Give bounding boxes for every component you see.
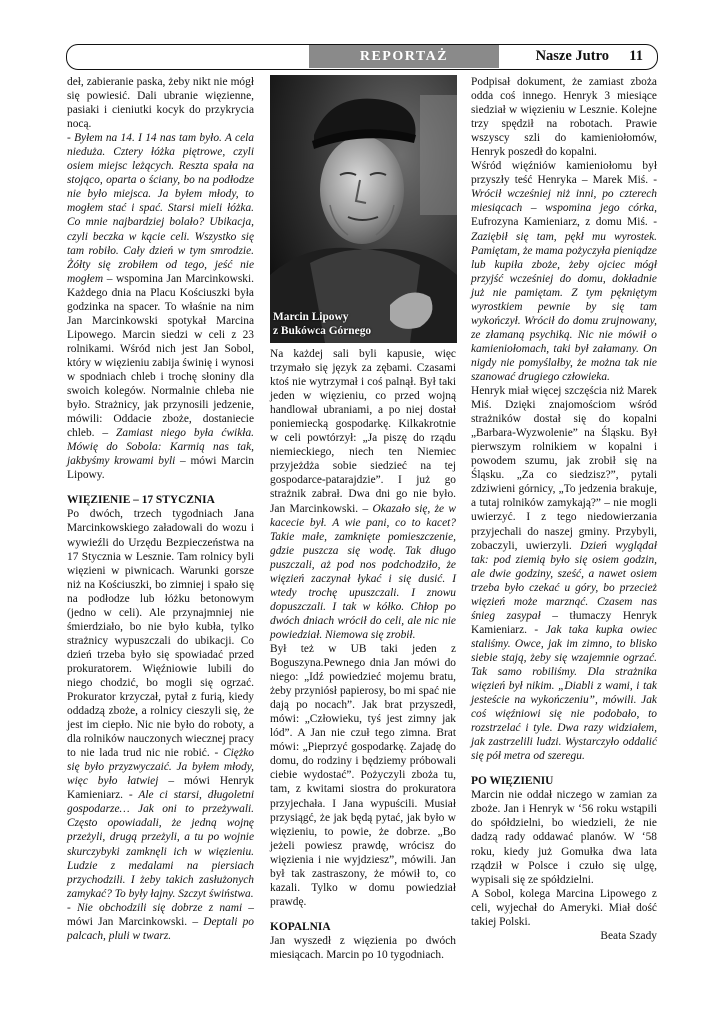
column-1 xyxy=(67,75,254,943)
author-signature: Beata Szady xyxy=(600,929,657,942)
page-header xyxy=(66,44,658,70)
section-heading: KOPALNIA xyxy=(270,920,331,933)
column-3 xyxy=(471,75,657,943)
quote-paragraph: - Nie obchodzili się dobrze z nami – mówi Jan Marcinkowski. – Deptali po palcach, pluli w twarz. xyxy=(67,901,254,942)
portrait-photo xyxy=(270,75,457,343)
photo-caption: Marcin Lipowy z Bukówca Górnego xyxy=(273,311,372,337)
page-number: 11 xyxy=(629,48,643,64)
section-heading: WIĘZIENIE – 17 STYCZNIA xyxy=(67,494,215,507)
paragraph: Wśród więźniów kamieniołomu był przyszły teść Henryka – Marek Miś. - Wrócił wcześniej niż inni, po czterech miesiącach – wspomina jego córka, Eufrozyna Kamieniarz, z domu Miś. - Zaziębił się tam, pękł mu wyrostek. Pamiętam, że mama pożyczyła pieniądze lub kupiła zboże, żeby ojciec mógł przyjść wcześniej do domu, dokładnie już nie pamiętam. Z tym pękniętym wyrostkiem pewnie by się tam wykończył. Wrócił do domu zrujnowany, ze złamaną psychiką. Nic nie mówił o kamieniołomach, taki był załamany. On nigdy nie pomyślałby, że można tak nie szanować drugiego człowieka. xyxy=(471,160,657,383)
paragraph: Jan wyszedł z więzienia po dwóch miesiącach. Marcin po 10 tygodniach. xyxy=(270,934,456,961)
paragraph: A Sobol, kolega Marcina Lipowego z celi, wyjechał do Ameryki. Miał dość takiej Polski. xyxy=(471,887,657,928)
quote-paragraph: - Byłem na 14. I 14 nas tam było. A cela nieduża. Cztery łóżka piętrowe, czyli osiem miejsc leżących. Reszta spała na stojąco, oparta o ściany, bo na podłodze nie było miejsca. Ja byłem młody, to mogłem stać i spać. Starsi mieli łóżka. Co mnie najbardziej bolało? Ubikacja, czyli beczka w kącie celi. Wszystko się tam robiło. Cały dzień w tym smrodzie. Żółty się zrobiłem od tego, jeść nie mogłem – wspomina Jan Marcinkowski. Każdego dnia na Placu Kościuszki była godzinka na spacer. To właśnie na nim Jan Marcinkowski spotykał Marcina Lipowego. Marcin siedzi w celi z 23 rolnikami. Wśród nich jest Jan Sobol, który w więzieniu zabija świnię i wynosi w spodniach chleb i trochę słoniny dla swoich kolegów. Normalnie chleba nie było. Strażnicy, jak przynosili jedzenie, mówili: Oddacie zboże, dostaniecie chleb. – Zamiast niego była ćwikła. Mówię do Sobola: Karmią nas tak, jakbyśmy krowami byli – mówi Marcin Lipowy. xyxy=(67,132,254,482)
section-title: REPORTAŻ xyxy=(309,45,499,68)
paragraph: Henryk miał więcej szczęścia niż Marek Miś. Dzięki znajomościom wśród strażników dostał się do kopalni „Barbara-Wyzwolenie” na Śląsku. Był pierwszym rolnikiem w kopalni i powodem szumu, jak zrobił się na Śląsku. „Za co siedzisz?”, pytali zdziwieni górnicy, „To jedzenia brakuje, a tutaj rolników zamykają?” – nie mogli uwierzyć. I z tego niedowierzania przyjechali do naszej gminy. Przybyli, zobaczyli, uwierzyli. Dzień wyglądał tak: pod ziemią było się osiem godzin, ale dwie godziny, sześć, a nawet osiem trzeba było czekać u góry, bo przecież więzień może marznąć. Czasem nas śnieg zasypał – tłumaczy Henryk Kamieniarz. - Jak taka kupka owiec staliśmy. Owce, jak im zimno, to blisko siebie stają, żeby się wzajemnie ogrzać. Tak samo robiliśmy. Dla strażnika więzień był nikim. „Diabli z wami, i tak jesteście na wykończeniu”, mówili. Jak coś więźniowi się nie podobało, to rozstrzelać i tyle. Dwa razy widziałem, jak zastrzelili ludzi. Wystarczyło oddalić się pół metra od szeregu. xyxy=(471,385,657,763)
paragraph: deł, zabieranie paska, żeby nikt nie mógł się powiesić. Dali ubranie więzienne, pasiaki i cieniutki kocyk do przykrycia nocą. xyxy=(67,76,254,131)
column-2 xyxy=(270,347,456,962)
paragraph: Marcin nie oddał niczego w zamian za zboże. Jan i Henryk w ‘56 roku wstąpili do spółdzielni, bo wiedzieli, że nie dadzą rady oddawać planów. W ‘58 roku, kiedy już Gomułka dwa lata rządził w Polsce i czuło się ulgę, wypisali się ze spółdzielni. xyxy=(471,789,657,886)
portrait-image xyxy=(270,75,457,343)
paragraph: Był też w UB taki jeden z Boguszyna.Pewnego dnia Jan mówi do niego: „Idź powiedzieć mojemu bratu, żeby przyniósł papierosy, bo mi spać nie dają po nocach”. Jak brat przyszedł, mówi: „Człowieku, tyś jest zimny jak lód”. A Jan nie czuł tego zimna. Brat mówi: „Pieprzyć gospodarkę. Zajadę do domu, do rodziny i będziemy próbowali ciebie wydostać”. Pożyczyli zboża tu, tam, z kwitami siostra do prokuratora przyjechała. I Jana wypuścili. Musiał przysiągć, że jak będą pytać, jak było w więzieniu, to powie, że dobrze. „Bo jeżeli powiesz prawdę, wrócisz do więzienia i nie wyjdziesz”, mówili. Jan był tak zastraszony, że mówił to, co kazali. Tylko w domu powiedział prawdę. xyxy=(270,642,456,908)
paragraph: Podpisał dokument, że zamiast zboża odda coś innego. Henryk 3 miesiące siedział w więzieniu w Lesznie. Kolejne trzy spędził na robotach. Prawie wszyscy szli do kamieniołomów, Henryk poszedł do kopalni. xyxy=(471,76,657,159)
magazine-title: Nasze Jutro xyxy=(535,48,609,64)
section-heading: PO WIĘZIENIU xyxy=(471,775,554,788)
paragraph: Na każdej sali byli kapusie, więc trzymało się język za zębami. Czasami ktoś nie wytrzymał i coś palnął. Był taki jeden w więzieniu, co przed wojną handlował ubraniami, a po niej dostał poniemiecką gospodarkę. Kilkakrotnie w celi powtórzył: „Ja piszę do rządu niemieckiego, niech ten Niemiec przyjeżdża sobie siedzieć na tej gospodarce-patarajdzie”. I już go strażnik zabrał. Dwa dni go nie było. Jan Marcinkowski. – Okazało się, że w kacecie był. A wie pani, co to kacet? Takie małe, zamknięte pomieszczenie, gdzie puszcza się wodę. Tak długo puszczali, aż pod nos podchodziło, że więzień zaczynał łykać i się dusić. I wtedy trochę upuszczali. I znowu dopuszczali. I tak w kółko. Chłop po dwóch dniach wrócił do celi, ale nic nie powiedział. Niemowa się zrobił. xyxy=(270,348,456,641)
paragraph: Po dwóch, trzech tygodniach Jana Marcinkowskiego załadowali do wozu i wywieźli do Urzędu Bezpieczeństwa na 17 Stycznia w Lesznie. Tam rolnicy byli więzieni w piwnicach. Warunki gorsze niż na Kościuszki, bo zimniej i spało się na podłodze lub łóżku betonowym (jedno w celi). Ale przynajmniej nie śmierdziało, bo nie było kubła, tylko strażnicy wypuszczali do ubikacji. Co dzień trzeba było się spowiadać przed prokuratorem. Więźniowie lubili do niego chodzić, bo mogli się ogrzać. Prokurator krzyczał, pytał z furią, kiedy oddadzą zboże, a rolnicy cieszyli się, że jest im ciepło. Nic nie było do roboty, a dla rolników nauczonych wiecznej pracy to nie lada trud nic nie robić. - Ciężko się było przyzwyczaić. Ja byłem młody, więc było łatwiej – mówi Henryk Kamieniarz. - Ale ci starsi, długoletni gospodarze… Jak oni to przeżywali. Często opowiadali, że jedną wojnę przeżyli, drugą przeżyli, a tu po wojnie skurczybyki zamknęli ich w więzieniu. Ludzie z medalami na piersiach przychodzili. I żeby takich zasłużonych zamykać? To były łajny. Szczyt świństwa. xyxy=(67,508,255,900)
